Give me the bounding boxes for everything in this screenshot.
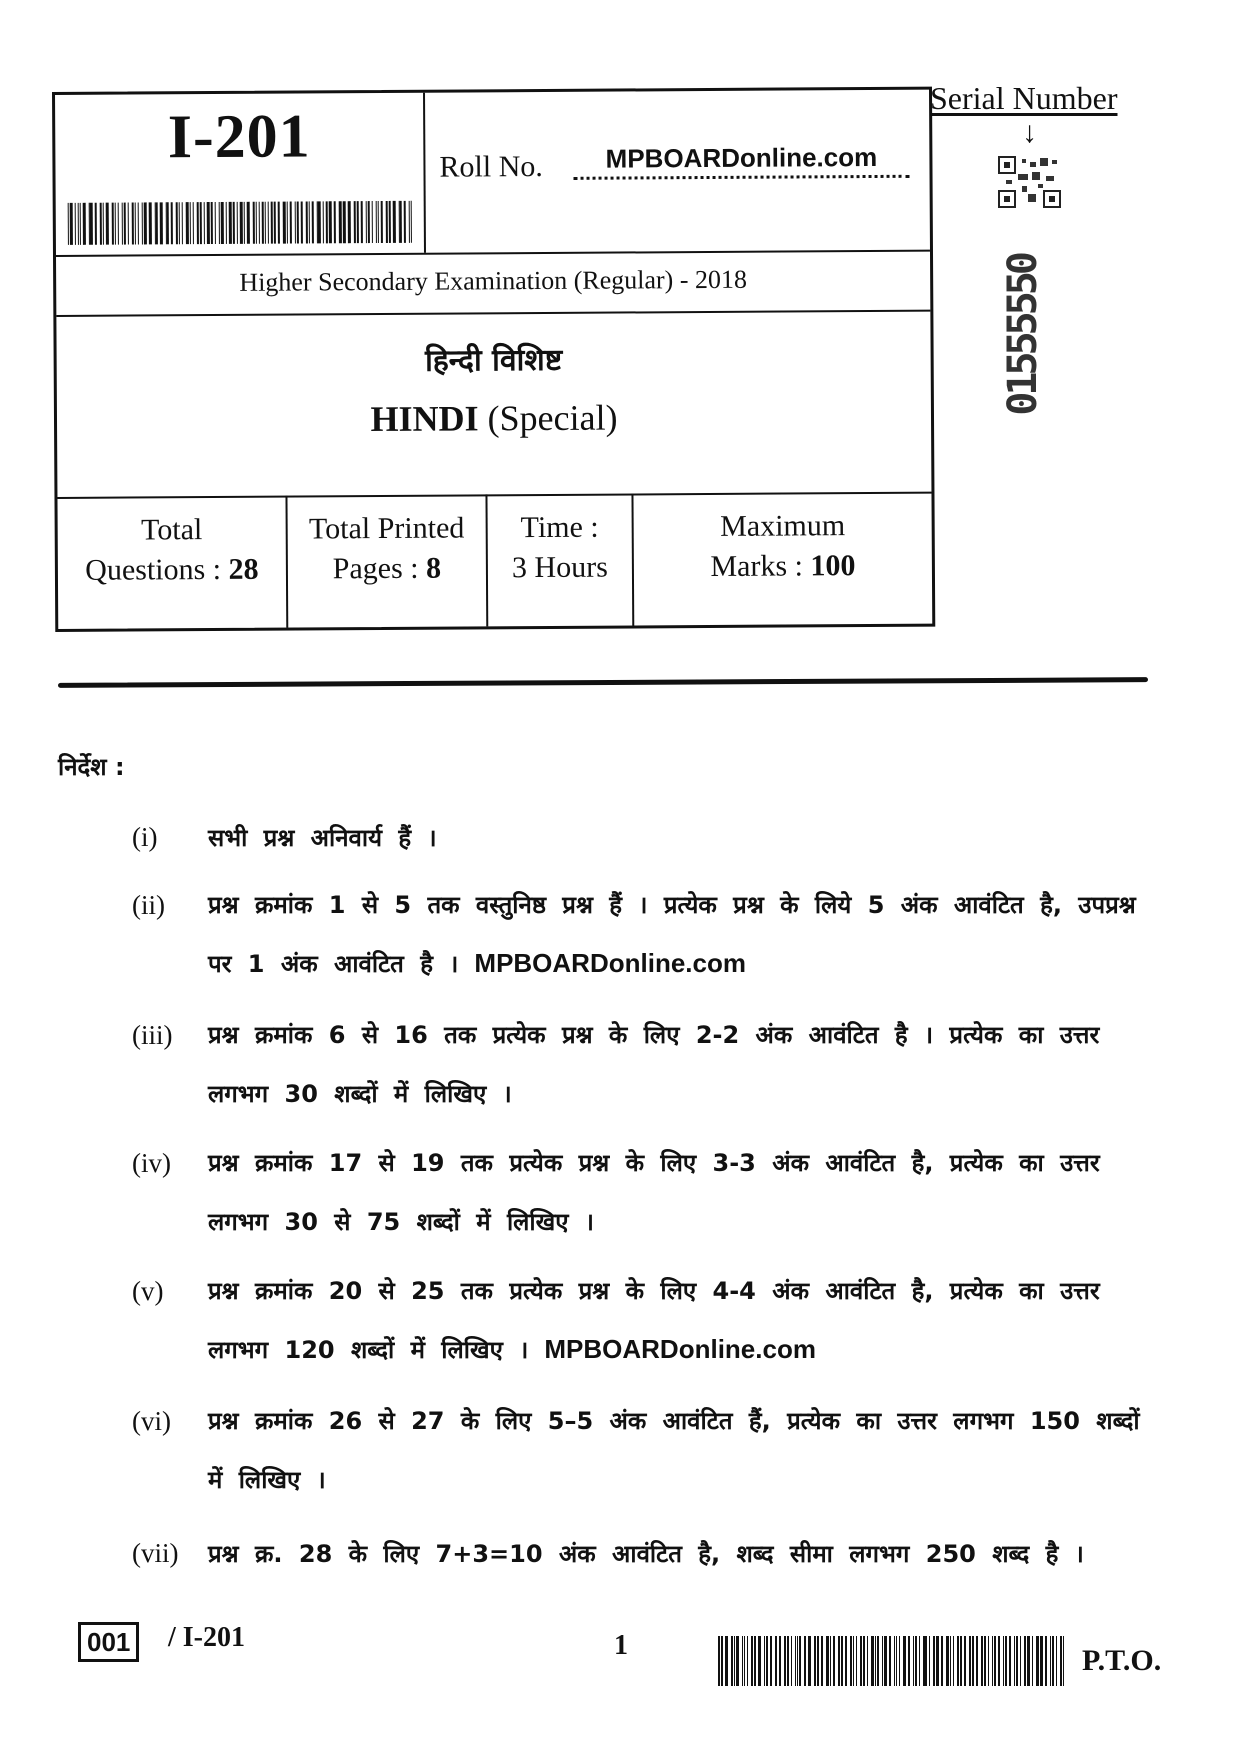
footer-paper-code: / I-201 [168,1622,245,1653]
instruction-number: (vii) [132,1538,179,1568]
instruction-number: (i) [132,822,158,852]
info-value: 100 [810,549,856,583]
instruction-text-body: प्रश्न क्रमांक 20 से 25 तक प्रत्येक प्रश्न के लिए 4-4 अंक आवंटित है, प्रत्येक का उत्तर लगभग 120 शब्दों में लिखिए । [208,1277,1100,1364]
paper-code: I-201 [167,102,311,172]
watermark-link: MPBOARDonline.com [474,948,746,978]
instruction-text [208,1524,1162,1583]
info-value: 8 [425,551,442,585]
instructions-title: निर्देश : [58,753,125,781]
info-value-line [288,548,486,589]
info-label: Marks : [710,549,811,583]
instruction-item [132,1134,1162,1251]
qr-code-icon [998,156,1062,208]
instruction-text-body: प्रश्न क्रमांक 1 से 5 तक वस्तुनिष्ठ प्रश्न हैं । प्रत्येक प्रश्न के लिये 5 अंक आवंटित है, उपप्रश्न पर 1 अंक आवंटित है । [208,891,1136,978]
instruction-number: (vi) [132,1406,171,1436]
max-marks-cell [633,492,932,626]
info-label: Questions : [85,552,229,587]
info-value-line [58,550,286,591]
instruction-text [208,1262,1162,1379]
subject-english [57,395,931,442]
instruction-item [132,808,1162,867]
page-number: 1 [614,1630,628,1661]
footer-barcode-icon [718,1636,1066,1686]
time-cell [487,493,634,626]
instruction-number: (iv) [132,1148,171,1178]
instruction-number: (ii) [132,890,165,920]
instruction-text [208,1392,1162,1509]
instruction-item [132,1392,1162,1509]
info-label: Total Printed [308,511,465,546]
instruction-item [132,1006,1162,1123]
instruction-text-body: प्रश्न क्रमांक 26 से 27 के लिए 5–5 अंक आवंटित हैं, प्रत्येक का उत्तर लगभग 150 शब्दों में लिखिए । [208,1407,1140,1494]
info-label: Time : [520,510,599,545]
subject-english-bold: HINDI [370,398,479,440]
pto-label: P.T.O. [1082,1644,1162,1677]
instruction-text [208,876,1162,993]
exam-header-box [52,87,935,632]
roll-no-cell [425,90,930,253]
exam-title-row [56,250,930,317]
instruction-text-body: प्रश्न क्रमांक 6 से 16 तक प्रत्येक प्रश्न के लिए 2-2 अंक आवंटित है । प्रत्येक का उत्तर लगभग 30 शब्दों में लिखिए । [208,1021,1100,1108]
roll-no-field: MPBOARDonline.com [573,142,909,180]
total-pages-cell [287,494,488,627]
footer-boxed-code: 001 [78,1622,139,1662]
instruction-number: (iii) [132,1020,173,1050]
instruction-number: (v) [132,1276,164,1306]
roll-no-label: Roll No. [439,150,543,184]
serial-number-label: Serial Number [930,80,1118,116]
instruction-text-body: प्रश्न क्रमांक 17 से 19 तक प्रत्येक प्रश्न के लिए 3-3 अंक आवंटित है, प्रत्येक का उत्तर लगभग 30 से 75 शब्दों में लिखिए । [208,1149,1100,1236]
info-label: Maximum [720,509,846,543]
info-label: Pages : [332,551,427,586]
instruction-text-body: सभी प्रश्न अनिवार्य हैं । [208,824,437,852]
subject-row [56,310,931,499]
serial-number: 01555550 [1000,255,1046,416]
instruction-item [132,1524,1162,1583]
instruction-text [208,1006,1162,1123]
subject-english-rest: (Special) [487,397,618,439]
header-top-row [55,90,930,257]
instruction-text-body: प्रश्न क्र. 28 के लिए 7+3=10 अंक आवंटित है, शब्द सीमा लगभग 250 शब्द है । [208,1540,1084,1568]
section-divider [58,677,1148,688]
instruction-text [208,1134,1162,1251]
exam-info-row [57,492,932,629]
info-value: 28 [228,552,259,586]
info-value: 3 Hours [511,550,608,585]
info-label: Total [140,513,203,547]
instruction-item [132,1262,1162,1379]
arrow-down-icon: ↓ [1022,116,1037,149]
watermark-link: MPBOARDonline.com [544,1334,816,1364]
paper-code-cell [55,93,426,255]
info-value-line [634,546,932,588]
info-value-line [488,547,632,588]
total-questions-cell [57,496,288,629]
instruction-text [208,808,1162,867]
instruction-item [132,876,1162,993]
exam-title: Higher Secondary Examination (Regular) - 2018 [239,264,748,297]
barcode-icon [68,201,414,245]
subject-hindi: हिन्दी विशिष्ट [424,342,563,379]
